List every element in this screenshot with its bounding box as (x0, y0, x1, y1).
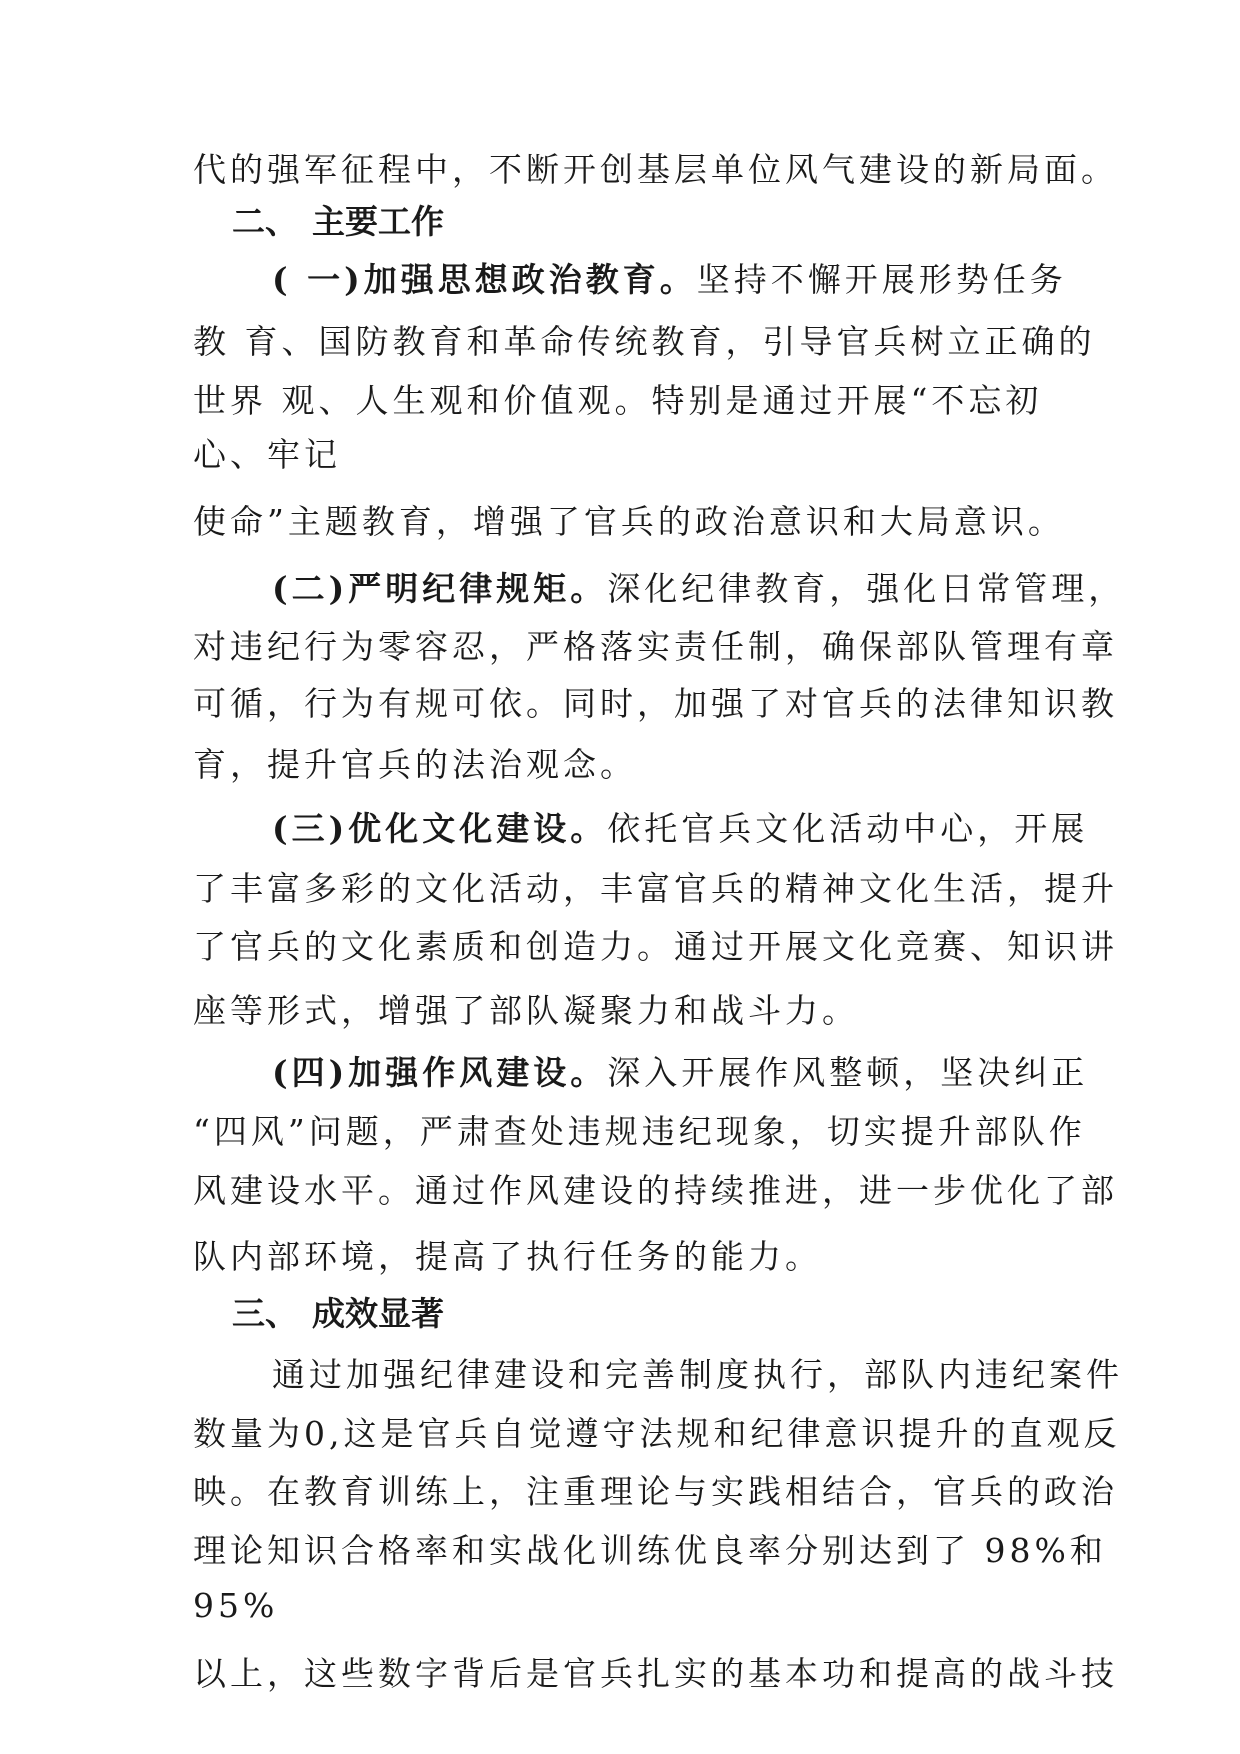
paragraph-line: 理论知识合格率和实战化训练优良率分别达到了 98%和 (193, 1531, 1107, 1570)
paragraph-line: 队内部环境，提高了执行任务的能力。 (193, 1237, 822, 1276)
paragraph-line: 通过加强纪律建设和完善制度执行，部队内违纪案件 (272, 1355, 1123, 1394)
paragraph-line: 可循，行为有规可依。同时，加强了对官兵的法律知识教 (193, 684, 1118, 723)
paragraph-line: 95% (193, 1586, 279, 1625)
subsection-4-line (272, 1051, 1088, 1095)
paragraph-line: 心、牢记 (193, 435, 341, 474)
paragraph-line: 映。在教育训练上，注重理论与实践相结合，官兵的政治 (193, 1472, 1118, 1511)
subsection-2-label: (二)严明纪律规矩。 (272, 569, 608, 608)
paragraph-line: 代的强军征程中，不断开创基层单位风气建设的新局面。 (193, 150, 1118, 189)
subsection-1-text: 坚持不懈开展形势任务 (696, 260, 1067, 299)
paragraph-line: 世界 观、人生观和价值观。特别是通过开展“不忘初 (193, 381, 1043, 420)
paragraph-line: 以上，这些数字背后是官兵扎实的基本功和提高的战斗技 (193, 1654, 1118, 1693)
subsection-1-line (272, 258, 1067, 302)
subsection-4-text: 深入开展作风整顿，坚决纠正 (607, 1053, 1089, 1092)
subsection-2-line (272, 567, 1125, 611)
heading-title: 主要工作 (312, 202, 444, 241)
subsection-3-line (272, 807, 1088, 851)
paragraph-line: 教 育、国防教育和革命传统教育，引导官兵树立正确的 (193, 322, 1096, 361)
paragraph-line: 数量为0,这是官兵自觉遵守法规和纪律意识提升的直观反 (193, 1414, 1121, 1453)
paragraph-line: “四风”问题，严肃查处违规违纪现象，切实提升部队作 (193, 1112, 1086, 1151)
subsection-3-label: (三)优化文化建设。 (272, 809, 608, 848)
subsection-3-text: 依托官兵文化活动中心，开展 (607, 809, 1089, 848)
paragraph-line: 使命”主题教育，增强了官兵的政治意识和大局意识。 (193, 502, 1065, 541)
subsection-4-label: (四)加强作风建设。 (272, 1053, 608, 1092)
paragraph-line: 了官兵的文化素质和创造力。通过开展文化竞赛、知识讲 (193, 927, 1118, 966)
paragraph-line: 座等形式，增强了部队凝聚力和战斗力。 (193, 991, 859, 1030)
paragraph-line: 对违纪行为零容忍，严格落实责任制，确保部队管理有章 (193, 627, 1118, 666)
heading-number: 二、 (232, 202, 298, 241)
paragraph-line: 育，提升官兵的法治观念。 (193, 745, 637, 784)
heading-number: 三、 (232, 1294, 298, 1333)
heading-title: 成效显著 (312, 1294, 444, 1333)
subsection-1-label: ( 一)加强思想政治教育。 (272, 260, 697, 299)
subsection-2-text: 深化纪律教育，强化日常管理， (607, 569, 1126, 608)
paragraph-line: 风建设水平。通过作风建设的持续推进，进一步优化了部 (193, 1171, 1118, 1210)
paragraph-line: 了丰富多彩的文化活动，丰富官兵的精神文化生活，提升 (193, 869, 1118, 908)
